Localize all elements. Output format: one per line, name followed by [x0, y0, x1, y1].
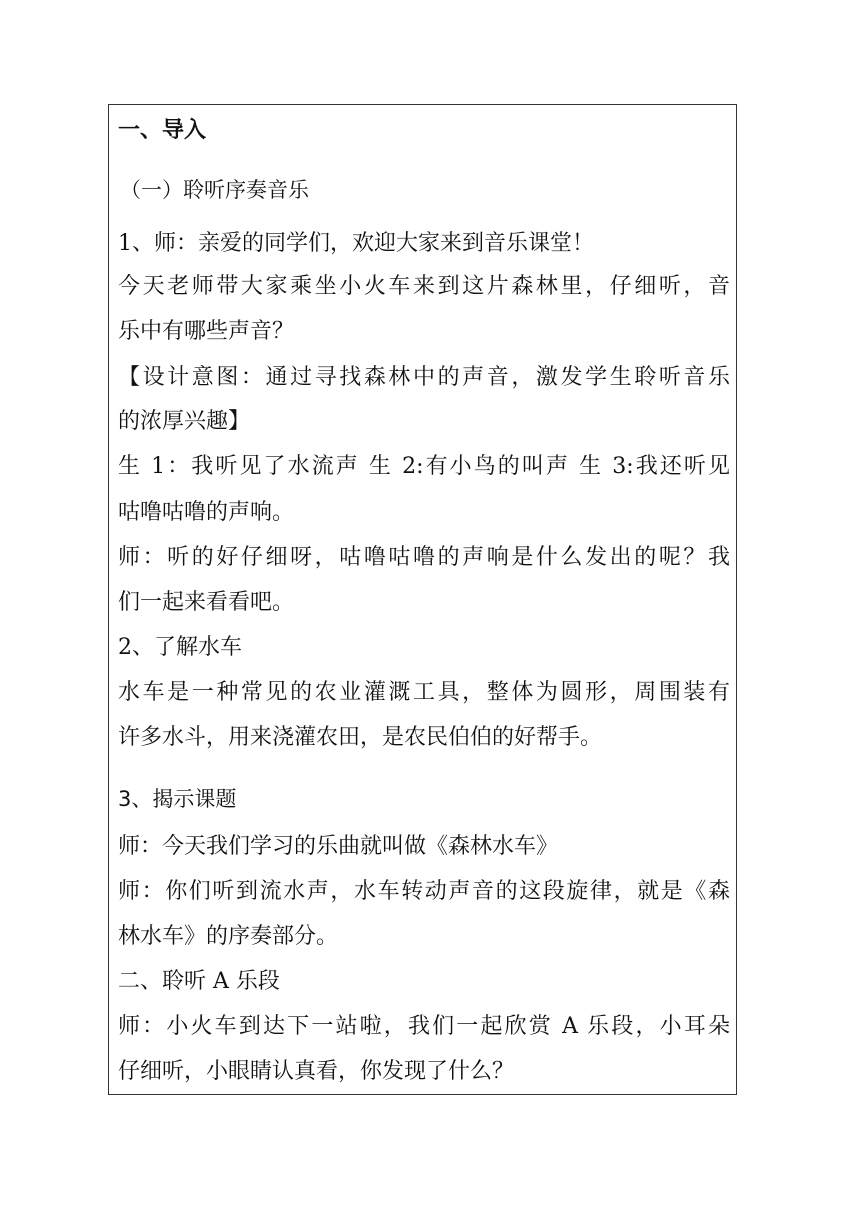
teacher-greeting: 1、师：亲爱的同学们，欢迎大家来到音乐课堂！ — [118, 231, 594, 256]
teacher-question-line: 师：听的好仔细呀，咕噜咕噜的声响是什么发出的呢？我 — [118, 545, 730, 570]
teacher-part-a-line: 仔细听，小眼睛认真看，你发现了什么？ — [118, 1059, 515, 1084]
section-heading-introduction: 一、导入 — [118, 118, 207, 143]
waterwheel-description-line: 许多水斗，用来浇灌农田，是农民伯伯的好帮手。 — [118, 725, 603, 750]
teacher-melody-line: 师：你们听到流水声，水车转动声音的这段旋律，就是《森 — [118, 879, 730, 904]
teacher-melody-line: 林水车》的序奏部分。 — [118, 924, 339, 949]
step-heading-waterwheel: 2、了解水车 — [118, 635, 242, 660]
student-answer-line: 生 1：我听见了水流声 生 2:有小鸟的叫声 生 3:我还听见 — [118, 454, 730, 479]
paragraph-line: 乐中有哪些声音？ — [118, 319, 295, 344]
teacher-topic-line: 师：今天我们学习的乐曲就叫做《森林水车》 — [118, 834, 559, 859]
step-heading-topic: 3、揭示课题 — [118, 787, 237, 811]
paragraph-line: 今天老师带大家乘坐小火车来到这片森林里，仔细听，音 — [118, 274, 730, 299]
design-intent-line: 【设计意图：通过寻找森林中的声音，激发学生聆听音乐 — [118, 365, 730, 390]
student-answer-line: 咕噜咕噜的声响。 — [118, 500, 295, 525]
lesson-plan-table-cell — [108, 104, 737, 1095]
design-intent-line: 的浓厚兴趣】 — [118, 409, 251, 434]
teacher-part-a-line: 师：小火车到达下一站啦，我们一起欣赏 A 乐段，小耳朵 — [118, 1014, 730, 1039]
teacher-question-line: 们一起来看看吧。 — [118, 590, 295, 615]
subsection-heading-prelude: （一）聆听序奏音乐 — [120, 178, 309, 202]
waterwheel-description-line: 水车是一种常见的农业灌溉工具，整体为圆形，周围装有 — [118, 680, 730, 705]
section-heading-part-a: 二、聆听 A 乐段 — [118, 969, 280, 994]
